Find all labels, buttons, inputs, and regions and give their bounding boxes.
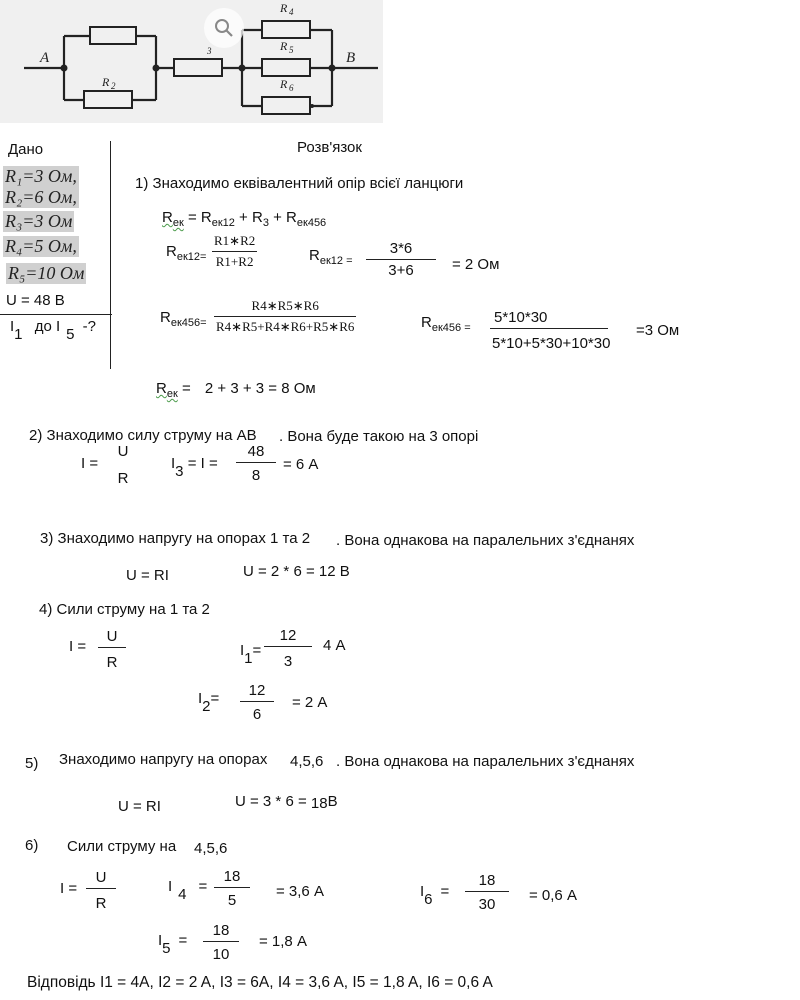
- given-voltage: U = 48 В: [6, 292, 65, 309]
- i6-sub: 6: [424, 891, 433, 908]
- step5-heading-tail: . Вона однакова на паралельних з'єднанях: [336, 753, 635, 770]
- step6-heading: Сили струму на: [67, 838, 177, 855]
- resistor-r2: [84, 91, 132, 108]
- r12-label-eq: =: [200, 251, 207, 263]
- given-vertical-divider: [110, 141, 111, 369]
- step3-calc: U = 2 * 6 = 12 В: [243, 563, 350, 580]
- r2-label: R: [102, 75, 110, 89]
- total-eq: =: [177, 380, 191, 397]
- i6-result: = 0,6 А: [529, 887, 577, 904]
- i2-num: 12: [248, 682, 266, 699]
- i5-num: 18: [212, 922, 230, 939]
- i4-result: = 3,6 А: [276, 883, 324, 900]
- r5-label: R: [280, 39, 288, 53]
- r456-calc-label-eq: =: [461, 322, 471, 334]
- step2-i-den: R: [117, 470, 129, 487]
- i2-result: = 2 А: [292, 694, 328, 711]
- given-r1: R₁=3 Ом,: [5, 166, 77, 186]
- given-find: [10, 318, 96, 343]
- r456-label-r: R: [160, 309, 171, 326]
- i4-i: I: [168, 878, 173, 895]
- main-plus2: + R: [268, 209, 297, 226]
- r456-fraction-line: [214, 316, 356, 317]
- given-divider: [0, 314, 112, 315]
- main-sub12: ек12: [211, 217, 235, 229]
- resistor-r3: [174, 59, 222, 76]
- r12-label-sub: ек12: [176, 251, 201, 263]
- total-r-sub: ек: [166, 388, 178, 400]
- r456-calc-label-r: R: [421, 314, 432, 331]
- r12-den: R1+R2: [215, 254, 254, 269]
- r456-calc-num: 5*10*30: [494, 309, 548, 326]
- search-icon: [204, 8, 244, 48]
- find-mid: до I: [34, 318, 61, 335]
- given-r3: R₃=3 Ом: [5, 211, 73, 231]
- resistor-r4: [262, 21, 310, 38]
- i3-fraction: [236, 443, 276, 484]
- step5-number: 5): [25, 755, 39, 772]
- step4-heading: 4) Сили струму на 1 та 2: [39, 601, 210, 618]
- step4-i-label: I =: [69, 638, 87, 655]
- step6-i-num: U: [95, 869, 107, 886]
- step5-heading-mid: 4,5,6: [290, 753, 324, 770]
- i2-den: 6: [252, 706, 262, 723]
- i1-num: 12: [279, 627, 297, 644]
- r6-label-sub: 6: [289, 83, 294, 93]
- r12-calc-den: 3+6: [388, 262, 414, 279]
- i1-fraction: [264, 627, 312, 670]
- step4-i-line: [98, 647, 126, 648]
- find-i-sub2: 5: [66, 326, 75, 343]
- r12-calc-num: 3*6: [389, 240, 413, 257]
- r3-label-sub: 3: [207, 46, 212, 56]
- step4-i-num: U: [106, 628, 118, 645]
- r456-label-sub: ек456: [170, 317, 201, 329]
- total-resistance: [156, 380, 316, 400]
- step5-formula: U = RI: [118, 798, 161, 815]
- find-end: -?: [82, 318, 96, 335]
- i6-i: I: [420, 883, 425, 900]
- r4-label-sub: 4: [289, 7, 294, 17]
- circuit-diagram: [0, 0, 383, 123]
- i6-eq: =: [440, 883, 450, 900]
- main-sub3: 3: [262, 217, 269, 229]
- r12-calc-label-r: R: [309, 247, 320, 264]
- step6-i-line: [86, 888, 116, 889]
- i1-line: [264, 646, 312, 647]
- step5-calc-text: U = 3 * 6 =: [235, 793, 307, 810]
- i6-fraction: [465, 872, 509, 913]
- step6-heading-tail: 4,5,6: [194, 840, 228, 857]
- given-r5: R₅=10 Ом: [8, 263, 85, 283]
- i3-label: I: [171, 455, 176, 472]
- junction-small: [310, 104, 314, 108]
- main-r-sub: ек: [172, 217, 184, 229]
- i3-sub: 3: [175, 463, 184, 480]
- r456-calc-label-sub: ек456: [431, 322, 462, 334]
- step1-main-formula: [162, 209, 326, 229]
- r456-calc-fraction: [490, 309, 611, 352]
- junction-a: [61, 65, 68, 72]
- step6-i-den: R: [95, 895, 107, 912]
- main-sub456: ек456: [296, 217, 327, 229]
- resistor-r1: [90, 27, 136, 44]
- step3-heading: 3) Знаходимо напругу на опорах 1 та 2: [40, 530, 311, 547]
- i5-label: [158, 932, 187, 957]
- r456-label-eq: =: [200, 317, 207, 329]
- i4-den: 5: [227, 892, 237, 909]
- step2-heading-tail: . Вона буде такою на 3 опорі: [279, 428, 479, 445]
- junction-mid: [239, 65, 246, 72]
- i2-eq: =: [210, 690, 220, 707]
- r456-fraction: [214, 298, 356, 335]
- i5-i: I: [158, 932, 163, 949]
- r12-calc-label: [309, 247, 353, 267]
- r2-label-sub: 2: [111, 81, 116, 91]
- i4-eq: =: [198, 878, 208, 895]
- step6-i-label: I =: [60, 880, 78, 897]
- i6-num: 18: [478, 872, 496, 889]
- r12-label-r: R: [166, 243, 177, 260]
- r12-calc-label-sub: ек12: [319, 255, 344, 267]
- i2-fraction: [240, 682, 274, 723]
- zoom-search-button[interactable]: [204, 8, 244, 48]
- i3-result: = 6 А: [283, 456, 319, 473]
- step2-i-fraction: [108, 443, 138, 487]
- total-calc: 2 + 3 + 3 = 8 Ом: [204, 380, 316, 397]
- solution-title: Розв'язок: [297, 139, 362, 156]
- step4-i-den: R: [106, 654, 118, 671]
- r12-calc-fraction: [366, 240, 436, 279]
- resistor-r6: [262, 97, 310, 114]
- r456-num: R4∗R5∗R6: [251, 298, 319, 313]
- step6-number: 6): [25, 837, 39, 854]
- i5-line: [203, 941, 239, 942]
- i4-label: [168, 878, 207, 903]
- step2-i3: [171, 455, 218, 480]
- i5-fraction: [203, 922, 239, 963]
- circuit-schematic: [0, 0, 383, 123]
- i6-label: [420, 883, 449, 908]
- given-title: Дано: [8, 141, 44, 158]
- i1-result: 4 А: [323, 637, 346, 654]
- r12-calc-label-eq: =: [343, 255, 353, 267]
- step3-heading-tail: . Вона однакова на паралельних з'єднанях: [336, 532, 635, 549]
- find-i: I: [10, 318, 15, 335]
- i5-sub: 5: [162, 940, 171, 957]
- i2-label: [198, 690, 219, 715]
- r5-label-sub: 5: [289, 45, 294, 55]
- step4-i-fraction: [98, 628, 126, 671]
- final-answer: Відповідь I1 = 4A, I2 = 2 A, I3 = 6A, I4 = 3,6 A, I5 = 1,8 A, I6 = 0,6 A: [27, 974, 493, 991]
- r456-label: [160, 309, 207, 329]
- i1-sub: 1: [244, 650, 253, 667]
- i3-den: 8: [251, 467, 261, 484]
- i5-den: 10: [212, 946, 230, 963]
- resistor-r5: [262, 59, 310, 76]
- find-i-sub1: 1: [14, 326, 23, 343]
- junction-b: [329, 65, 336, 72]
- given-r2: R₂=6 Ом,: [5, 187, 77, 207]
- i2-i: I: [198, 690, 203, 707]
- i1-i: I: [240, 642, 245, 659]
- r12-fraction-line: [212, 251, 257, 252]
- i5-result: = 1,8 А: [259, 933, 307, 950]
- step5-calc-unit: В: [327, 793, 338, 810]
- total-r: R: [156, 380, 167, 397]
- main-plus1: + R: [234, 209, 263, 226]
- i3-num: 48: [247, 443, 265, 460]
- node-label-b: B: [346, 50, 356, 66]
- step5-calc-value: 18: [310, 795, 328, 812]
- i3-line: [236, 462, 276, 463]
- r456-den: R4∗R5+R4∗R6+R5∗R6: [216, 319, 355, 334]
- i6-den: 30: [478, 896, 496, 913]
- r12-fraction: [212, 233, 257, 270]
- step2-i-num: U: [117, 443, 129, 460]
- r456-calc-line: [490, 328, 608, 329]
- i2-sub: 2: [202, 698, 211, 715]
- i1-eq: =: [252, 642, 262, 659]
- i4-num: 18: [223, 868, 241, 885]
- step5-heading: Знаходимо напругу на опорах: [59, 751, 268, 768]
- junction-left: [153, 65, 160, 72]
- node-label-a: A: [40, 50, 50, 66]
- r456-result: =3 Ом: [636, 322, 680, 339]
- step5-calc: [235, 793, 338, 810]
- i3-eq: = I =: [187, 455, 218, 472]
- r12-label: [166, 243, 206, 263]
- i4-fraction: [214, 868, 250, 909]
- i4-sub: 4: [178, 886, 187, 903]
- step2-heading: 2) Знаходимо силу струму на АВ: [29, 427, 257, 444]
- r6-label: R: [280, 77, 288, 91]
- i2-line: [240, 701, 274, 702]
- i5-eq: =: [178, 932, 188, 949]
- i4-line: [214, 887, 250, 888]
- r12-num: R1∗R2: [214, 233, 256, 248]
- r456-calc-label: [421, 314, 471, 334]
- i1-label: [240, 642, 261, 667]
- main-eq: = R: [183, 209, 212, 226]
- step6-i-fraction: [86, 869, 116, 912]
- i1-den: 3: [283, 653, 293, 670]
- r12-result: = 2 Ом: [452, 256, 500, 273]
- main-r: R: [162, 209, 173, 226]
- r4-label: R: [280, 1, 288, 15]
- i6-line: [465, 891, 509, 892]
- step2-i-label: I =: [81, 455, 99, 472]
- r456-calc-den: 5*10+5*30+10*30: [492, 335, 611, 352]
- step1-heading: 1) Знаходимо еквівалентний опір всієї ланцюги: [135, 175, 464, 192]
- r12-calc-line: [366, 259, 436, 260]
- step3-formula: U = RI: [126, 567, 169, 584]
- given-r4: R₄=5 Ом,: [5, 236, 77, 256]
